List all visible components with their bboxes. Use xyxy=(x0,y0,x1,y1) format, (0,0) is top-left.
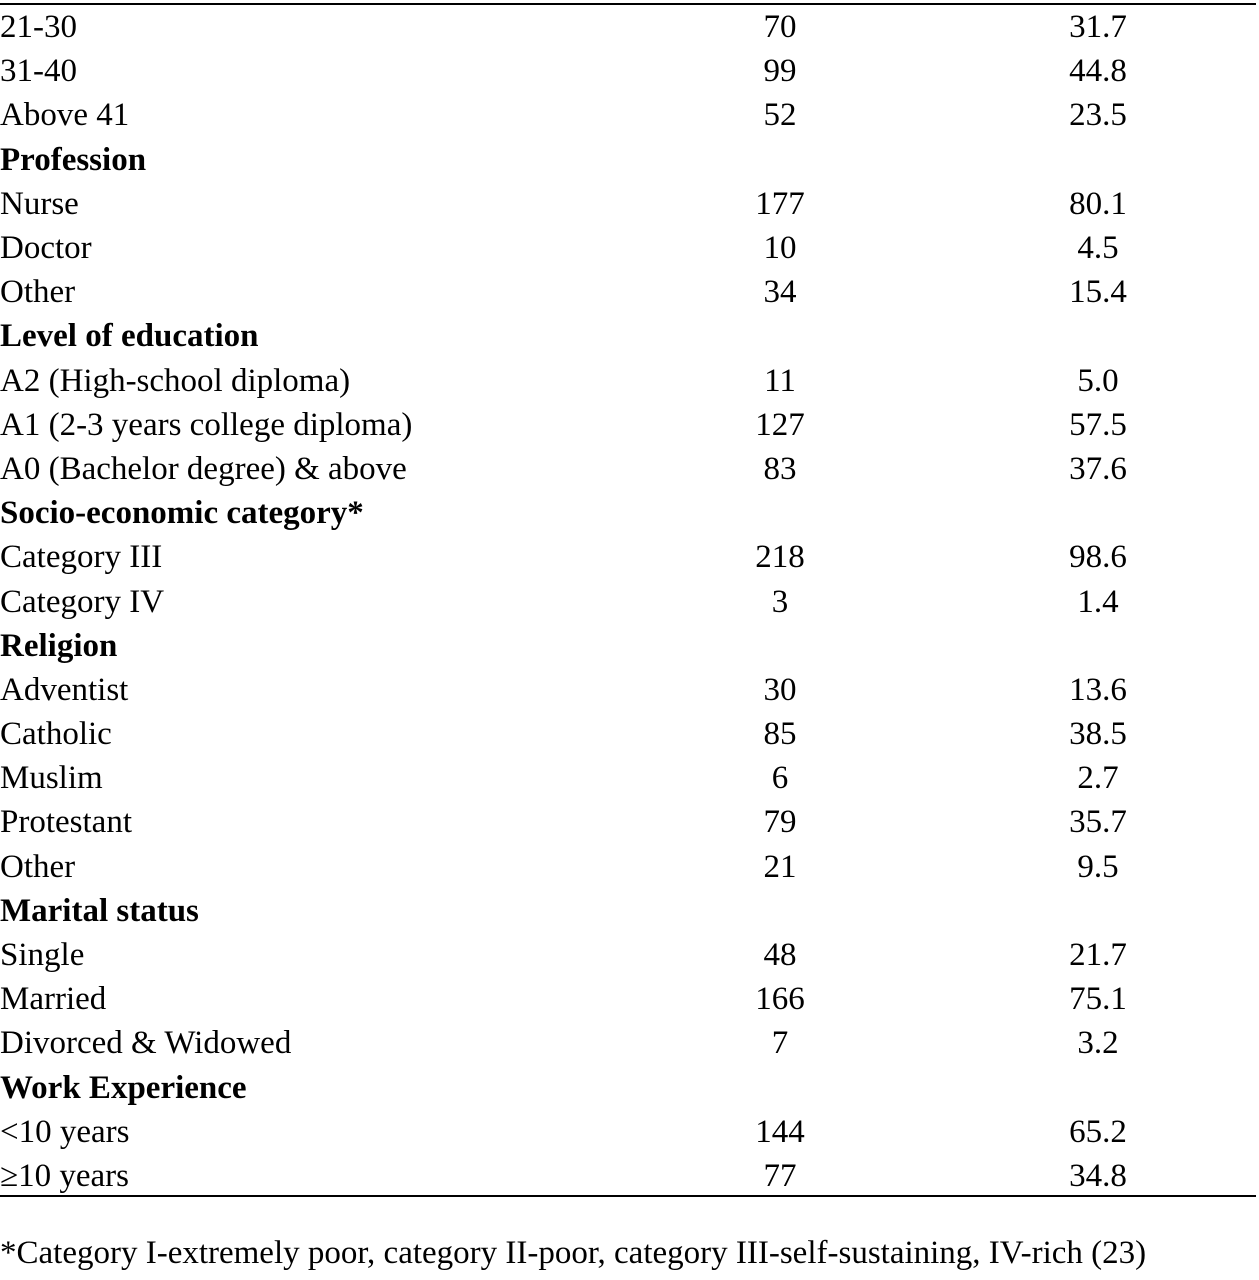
demographics-table xyxy=(0,5,1256,1198)
percent-cell: 34.8 xyxy=(1069,1157,1127,1194)
table-bottom-rule xyxy=(0,1195,1256,1197)
count-cell: 127 xyxy=(755,406,805,443)
section-header-row xyxy=(0,1066,1256,1110)
percent-cell xyxy=(940,1066,1256,1110)
count-cell: 21 xyxy=(763,848,797,885)
count-cell xyxy=(620,314,940,358)
percent-cell: 9.5 xyxy=(1077,848,1119,885)
count-cell: 177 xyxy=(755,185,805,222)
percent-cell: 35.7 xyxy=(1069,804,1127,841)
table-row xyxy=(0,5,1256,49)
row-label: Adventist xyxy=(0,671,129,708)
percent-cell: 2.7 xyxy=(1077,760,1119,797)
percent-cell: 1.4 xyxy=(1077,583,1119,620)
count-cell xyxy=(620,138,940,182)
count-cell: 79 xyxy=(763,804,797,841)
row-label: Above 41 xyxy=(0,97,130,134)
table-row xyxy=(0,712,1256,756)
percent-cell: 38.5 xyxy=(1069,716,1127,753)
count-cell: 48 xyxy=(763,937,797,974)
table-body xyxy=(0,5,1256,1198)
percent-cell xyxy=(940,624,1256,668)
table-row xyxy=(0,977,1256,1021)
row-label: Category III xyxy=(0,539,163,576)
section-header-row xyxy=(0,889,1256,933)
row-label: A2 (High-school diploma) xyxy=(0,362,351,399)
row-label: <10 years xyxy=(0,1113,130,1150)
table-row xyxy=(0,1110,1256,1154)
table-row xyxy=(0,845,1256,889)
section-label: Socio-economic category* xyxy=(0,495,364,532)
table-row xyxy=(0,403,1256,447)
table-row xyxy=(0,668,1256,712)
table-row xyxy=(0,226,1256,270)
section-header-row xyxy=(0,138,1256,182)
count-cell: 166 xyxy=(755,981,805,1018)
count-cell xyxy=(620,624,940,668)
row-label: A1 (2-3 years college diploma) xyxy=(0,406,413,443)
percent-cell xyxy=(940,314,1256,358)
count-cell xyxy=(620,491,940,535)
percent-cell: 4.5 xyxy=(1077,230,1119,267)
row-label: Muslim xyxy=(0,760,103,797)
count-cell: 6 xyxy=(771,760,789,797)
table-row xyxy=(0,270,1256,314)
percent-cell: 21.7 xyxy=(1069,937,1127,974)
table-row xyxy=(0,933,1256,977)
percent-cell: 98.6 xyxy=(1069,539,1127,576)
table-row xyxy=(0,1021,1256,1065)
section-label: Work Experience xyxy=(0,1069,247,1106)
count-cell: 70 xyxy=(763,9,797,46)
percent-cell: 5.0 xyxy=(1077,362,1119,399)
count-cell: 10 xyxy=(763,230,797,267)
table-row xyxy=(0,49,1256,93)
count-cell: 52 xyxy=(763,97,797,134)
count-cell: 218 xyxy=(755,539,805,576)
row-label: Category IV xyxy=(0,583,165,620)
row-label: 31-40 xyxy=(0,53,77,90)
count-cell: 77 xyxy=(763,1157,797,1194)
table-row xyxy=(0,182,1256,226)
row-label: Protestant xyxy=(0,804,132,841)
row-label: Doctor xyxy=(0,230,92,267)
percent-cell: 37.6 xyxy=(1069,450,1127,487)
row-label: Married xyxy=(0,981,107,1018)
percent-cell: 80.1 xyxy=(1069,185,1127,222)
count-cell: 7 xyxy=(771,1025,789,1062)
section-header-row xyxy=(0,624,1256,668)
count-cell: 83 xyxy=(763,450,797,487)
percent-cell: 75.1 xyxy=(1069,981,1127,1018)
count-cell: 30 xyxy=(763,671,797,708)
table-row xyxy=(0,579,1256,623)
table-footnote: *Category I-extremely poor, category II-poor, category III-self-sustaining, IV-rich (23) xyxy=(0,1235,1147,1271)
table-row xyxy=(0,447,1256,491)
percent-cell: 13.6 xyxy=(1069,671,1127,708)
section-label: Profession xyxy=(0,141,147,178)
row-label: A0 (Bachelor degree) & above xyxy=(0,450,407,487)
section-header-row xyxy=(0,491,1256,535)
table-row xyxy=(0,800,1256,844)
percent-cell xyxy=(940,138,1256,182)
section-label: Level of education xyxy=(0,318,259,355)
row-label: Divorced & Widowed xyxy=(0,1025,292,1062)
count-cell: 85 xyxy=(763,716,797,753)
table-row xyxy=(0,93,1256,137)
row-label: 21-30 xyxy=(0,9,77,46)
row-label: Other xyxy=(0,274,76,311)
count-cell: 34 xyxy=(763,274,797,311)
percent-cell: 65.2 xyxy=(1069,1113,1127,1150)
section-label: Religion xyxy=(0,627,118,664)
section-header-row xyxy=(0,314,1256,358)
table-row xyxy=(0,359,1256,403)
percent-cell: 57.5 xyxy=(1069,406,1127,443)
percent-cell xyxy=(940,491,1256,535)
table-row xyxy=(0,535,1256,579)
percent-cell: 23.5 xyxy=(1069,97,1127,134)
section-label: Marital status xyxy=(0,892,199,929)
count-cell: 99 xyxy=(763,53,797,90)
percent-cell: 44.8 xyxy=(1069,53,1127,90)
percent-cell xyxy=(940,889,1256,933)
count-cell: 11 xyxy=(764,362,796,399)
row-label: Single xyxy=(0,937,85,974)
row-label: Catholic xyxy=(0,716,112,753)
row-label: Other xyxy=(0,848,76,885)
percent-cell: 15.4 xyxy=(1069,274,1127,311)
percent-cell: 3.2 xyxy=(1077,1025,1119,1062)
count-cell: 144 xyxy=(755,1113,805,1150)
percent-cell: 31.7 xyxy=(1069,9,1127,46)
row-label: Nurse xyxy=(0,185,79,222)
table-row xyxy=(0,1154,1256,1198)
row-label: ≥10 years xyxy=(0,1157,129,1194)
count-cell: 3 xyxy=(771,583,789,620)
count-cell xyxy=(620,1066,940,1110)
table-row xyxy=(0,756,1256,800)
count-cell xyxy=(620,889,940,933)
